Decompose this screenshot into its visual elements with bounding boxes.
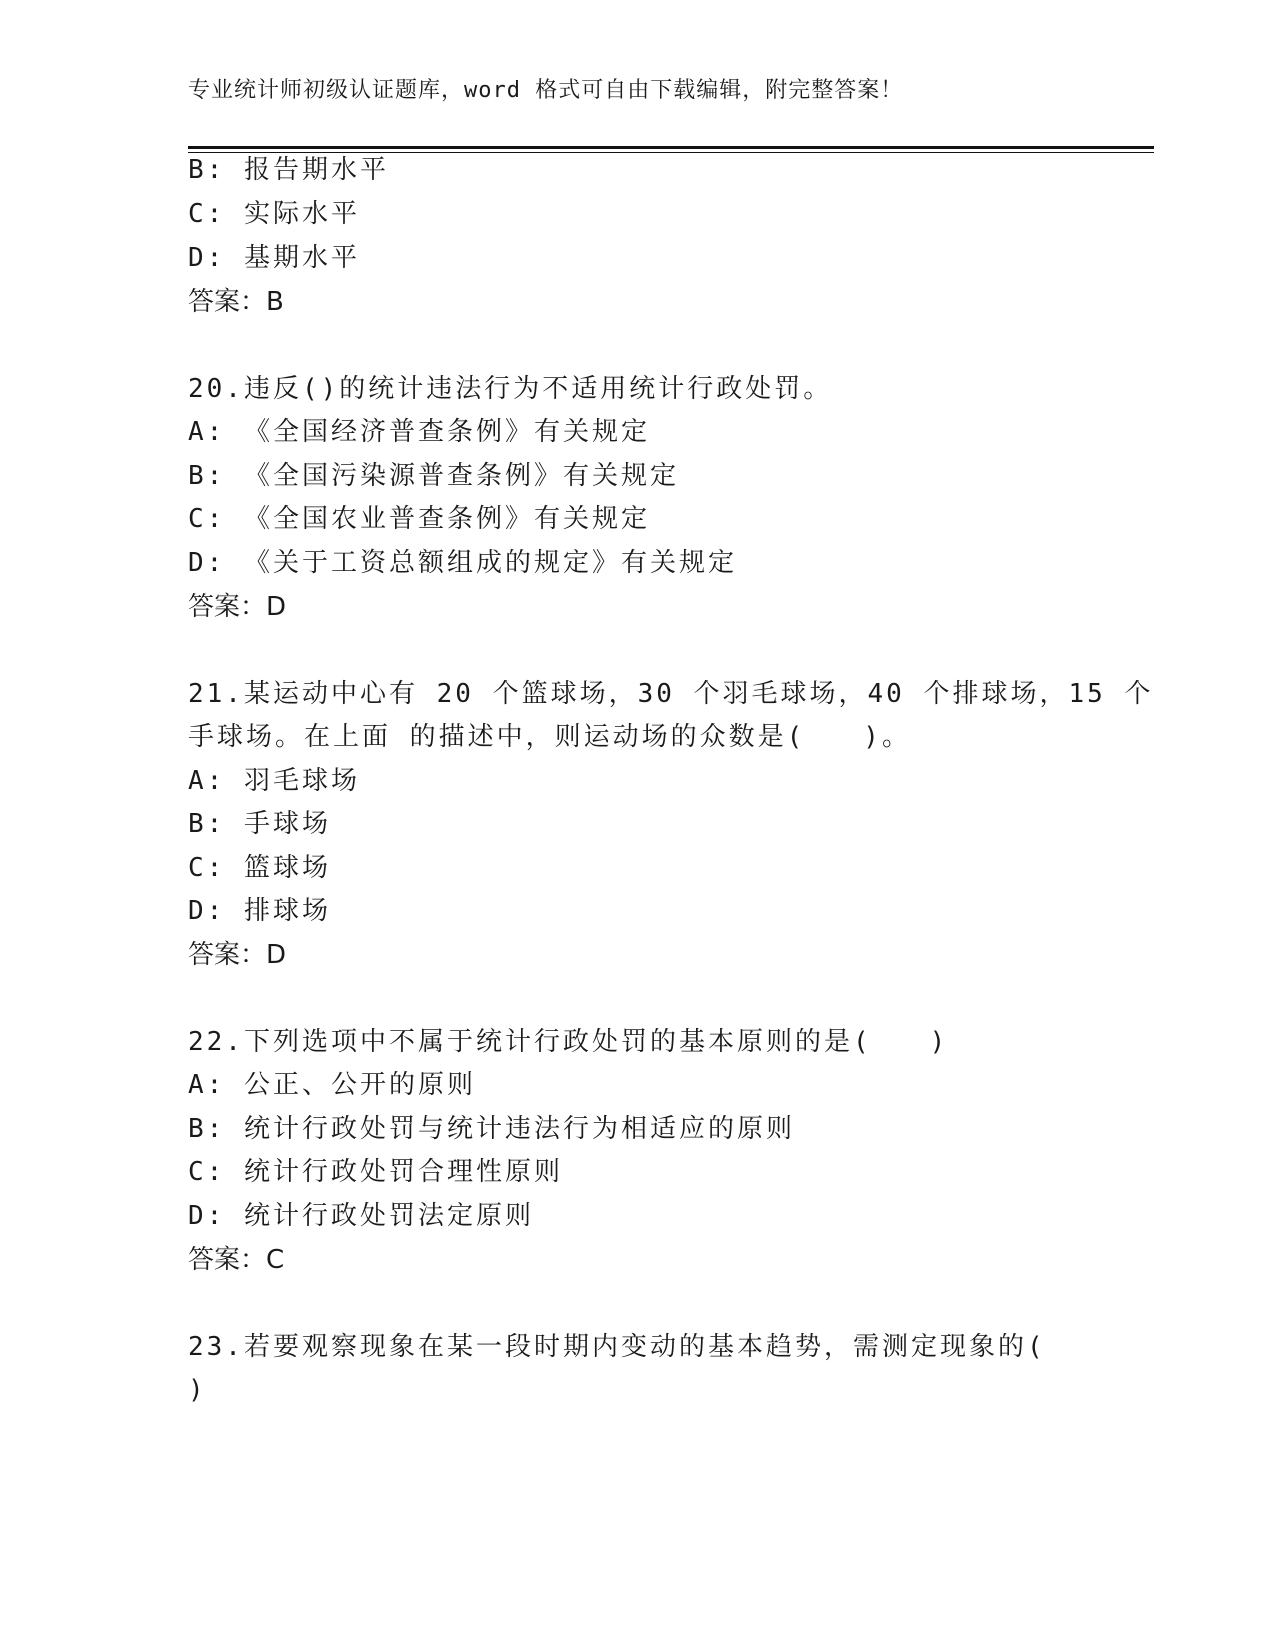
q21-option-c: C: 篮球场: [188, 853, 331, 883]
q19-option-c: C: 实际水平: [188, 199, 360, 229]
q22-option-a: A: 公正、公开的原则: [188, 1070, 476, 1100]
q21-question-line2: 手球场。在上面 的描述中，则运动场的众数是( )。: [188, 722, 911, 752]
q20-question: 20.违反()的统计违法行为不适用统计行政处罚。: [188, 374, 833, 404]
q20-option-d: D: 《关于工资总额组成的规定》有关规定: [188, 548, 737, 578]
q20-option-b: B: 《全国污染源普查条例》有关规定: [188, 461, 679, 491]
q22-option-c: C: 统计行政处罚合理性原则: [188, 1157, 563, 1187]
q20-option-c: C: 《全国农业普查条例》有关规定: [188, 504, 650, 534]
q22-option-b: B: 统计行政处罚与统计违法行为相适应的原则: [188, 1114, 795, 1144]
q21-question-line1: 21.某运动中心有 20 个篮球场，30 个羽毛球场，40 个排球场，15 个: [188, 679, 1154, 709]
q21-option-b: B: 手球场: [188, 809, 331, 839]
q21-option-a: A: 羽毛球场: [188, 766, 360, 796]
q19-option-d: D: 基期水平: [188, 243, 360, 273]
q22-answer: 答案：C: [188, 1245, 285, 1275]
q19-option-b: B: 报告期水平: [188, 155, 389, 185]
q21-answer: 答案：D: [188, 940, 287, 970]
page-header: 专业统计师初级认证题库，word 格式可自由下载编辑，附完整答案！: [188, 78, 904, 103]
q20-option-a: A: 《全国经济普查条例》有关规定: [188, 417, 650, 447]
q22-option-d: D: 统计行政处罚法定原则: [188, 1201, 534, 1231]
q19-answer: 答案：B: [188, 287, 284, 317]
header-divider-thick: [188, 146, 1154, 149]
q22-question: 22.下列选项中不属于统计行政处罚的基本原则的是( ): [188, 1027, 949, 1057]
q21-option-d: D: 排球场: [188, 896, 331, 926]
q23-question-line1: 23.若要观察现象在某一段时期内变动的基本趋势，需测定现象的(: [188, 1332, 1046, 1362]
q23-question-line2: ): [188, 1375, 207, 1405]
q20-answer: 答案：D: [188, 592, 287, 622]
